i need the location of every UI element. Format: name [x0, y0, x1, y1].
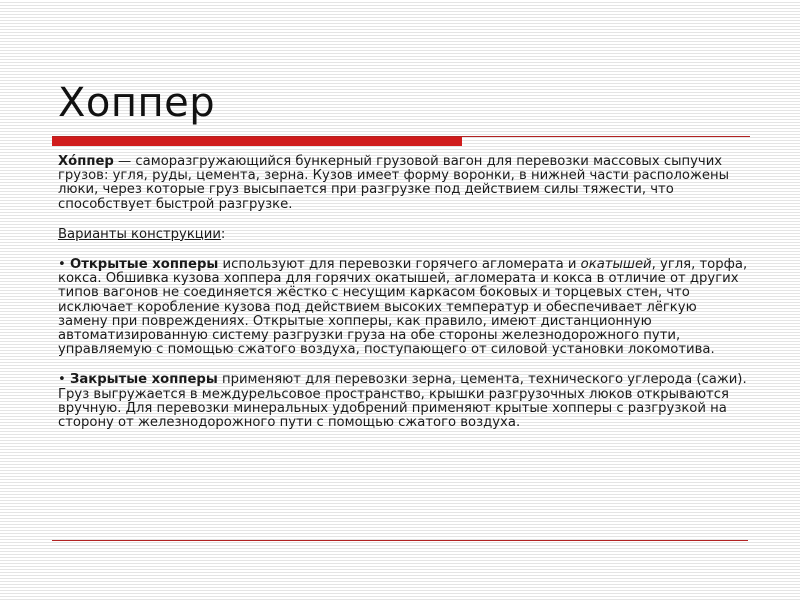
- spacer: [58, 242, 748, 258]
- variants-heading-colon: :: [220, 226, 226, 242]
- open-hoppers-term: Открытые хопперы: [69, 257, 219, 273]
- variants-heading-line: [58, 228, 748, 242]
- intro-definition: — саморазгружающийся бункерный грузовой вагон для перевозки массовых сыпучих грузов: угля, руды, цемента, зерна. Кузов имеет форму воронки, в нижней части расположены люки, через которые груз высыпается при разгрузке под действием силы тяжести, что способствует быстрой разгрузке.: [58, 154, 729, 212]
- closed-hoppers-term: Закрытые хопперы: [69, 372, 218, 388]
- closed-hoppers-paragraph: [58, 373, 748, 430]
- spacer: [58, 357, 748, 373]
- bullet-icon: •: [58, 372, 66, 388]
- spacer: [58, 212, 748, 228]
- open-hoppers-text-1: используют для перевозки горячего агломерата и: [218, 257, 581, 273]
- slide-title: Хоппер: [58, 80, 216, 126]
- open-hoppers-italic: окатышей: [580, 257, 652, 273]
- intro-term: Хóппер: [58, 154, 114, 169]
- title-divider-accent: [52, 137, 462, 146]
- bullet-icon: •: [58, 257, 66, 273]
- variants-heading: Варианты конструкции: [58, 226, 221, 242]
- bottom-divider: [52, 540, 748, 541]
- open-hoppers-paragraph: [58, 258, 748, 357]
- slide-body: [58, 155, 748, 430]
- open-hoppers-text-2: , угля, торфа, кокса. Обшивка кузова хоппера для горячих окатышей, агломерата и кокса в отличие от других типов вагонов не соединяется жёстко с несущим каркасом боковых и торцевых стен, что исключает коробление кузова под действием высоких температур и обеспечивает лёгкую замену при повреждениях. Открытые хопперы, как правило, имеют дистанционную автоматизированную систему разгрузки груза на обе стороны железнодорожного пути, управляемую с помощью сжатого воздуха, поступающего от силовой установки локомотива.: [58, 257, 748, 358]
- closed-hoppers-text: применяют для перевозки зерна, цемента, технического углерода (сажи). Груз выгружается в междурельсовое пространство, крышки разгрузочных люков открываются вручную. Для перевозки минеральных удобрений применяют крытые хопперы с разгрузкой на сторону от железнодорожного пути с помощью сжатого воздуха.: [58, 372, 747, 431]
- intro-paragraph: [58, 155, 748, 212]
